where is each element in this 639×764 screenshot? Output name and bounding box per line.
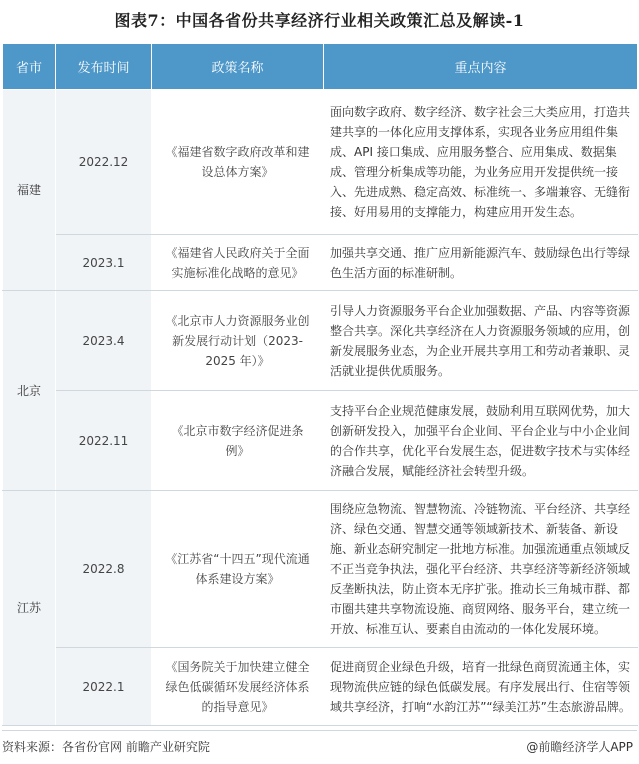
province-cell: 北京 xyxy=(3,291,56,491)
brand-credit: @前瞻经济学人APP xyxy=(526,740,633,754)
header-policy-name: 政策名称 xyxy=(152,44,324,90)
table-row xyxy=(3,90,638,235)
table-header-row xyxy=(3,44,638,90)
date-cell: 2022.1 xyxy=(56,648,152,726)
page-title: 图表7：中国各省份共享经济行业相关政策汇总及解读-1 xyxy=(114,11,525,30)
policy-name-cell: 《北京市人力资源服务业创新发展行动计划（2023-2025 年）》 xyxy=(152,291,324,391)
policy-name-cell: 《国务院关于加快建立健全绿色低碳循环发展经济体系的指导意见》 xyxy=(152,648,324,726)
table-row xyxy=(3,291,638,391)
policy-name-cell: 《福建省数字政府改革和建设总体方案》 xyxy=(152,90,324,235)
date-cell: 2023.4 xyxy=(56,291,152,391)
content-cell: 支持平台企业规范健康发展，鼓励利用互联网优势，加大创新研发投入，加强平台企业间、平台企业与中小企业间的合作共享，优化平台发展生态，促进数字技术与实体经济融合发展，赋能经济社会转型升级。 xyxy=(324,391,638,491)
date-cell: 2022.11 xyxy=(56,391,152,491)
policy-name-cell: 《北京市数字经济促进条例》 xyxy=(152,391,324,491)
policy-name-cell: 《江苏省“十四五”现代流通体系建设方案》 xyxy=(152,491,324,648)
province-cell: 福建 xyxy=(3,90,56,291)
content-cell: 促进商贸企业绿色升级，培育一批绿色商贸流通主体，实现物流供应链的绿色低碳发展。有序发展出行、住宿等领域共享经济，打响“水韵江苏”“绿美江苏”生态旅游品牌。 xyxy=(324,648,638,726)
content-cell: 加强共享交通、推广应用新能源汽车、鼓励绿色出行等绿色生活方面的标准研制。 xyxy=(324,235,638,291)
policy-name-cell: 《福建省人民政府关于全面实施标准化战略的意见》 xyxy=(152,235,324,291)
table-row xyxy=(3,391,638,491)
header-date: 发布时间 xyxy=(56,44,152,90)
date-cell: 2022.8 xyxy=(56,491,152,648)
header-province: 省市 xyxy=(3,44,56,90)
table-row xyxy=(3,648,638,726)
table-row xyxy=(3,235,638,291)
date-cell: 2023.1 xyxy=(56,235,152,291)
header-key-content: 重点内容 xyxy=(324,44,638,90)
content-cell: 围绕应急物流、智慧物流、冷链物流、平台经济、共享经济、绿色交通、智慧交通等领域新技术、新装备、新设施、新业态研究制定一批地方标准。加强流通重点领域反不正当竞争执法，强化平台经济、共享经济等新经济领域反垄断执法，防止资本无序扩张。推动长三角城市群、都市圈共建共享物流设施、商贸网络、服务平台，建立统一开放、标准互认、要素自由流动的一体化发展环境。 xyxy=(324,491,638,648)
province-cell: 江苏 xyxy=(3,491,56,726)
table-row xyxy=(3,491,638,648)
footer-divider xyxy=(2,730,637,731)
source-note: 资料来源：各省份官网 前瞻产业研究院 xyxy=(2,740,210,754)
content-cell: 引导人力资源服务平台企业加强数据、产品、内容等资源整合共享。深化共享经济在人力资源服务领域的应用，创新发展服务业态，为企业开展共享用工和劳动者兼职、灵活就业提供优质服务。 xyxy=(324,291,638,391)
content-cell: 面向数字政府、数字经济、数字社会三大类应用，打造共建共享的一体化应用支撑体系，实现各业务应用组件集成、API 接口集成、应用服务整合、应用集成、数据集成、管理分析集成等功能，为业务应用开发提供统一接入、先进成熟、稳定高效、标准统一、多端兼容、无缝衔接、好用易用的支撑能力，构建应用开发生态。 xyxy=(324,90,638,235)
date-cell: 2022.12 xyxy=(56,90,152,235)
policy-table xyxy=(2,43,638,726)
